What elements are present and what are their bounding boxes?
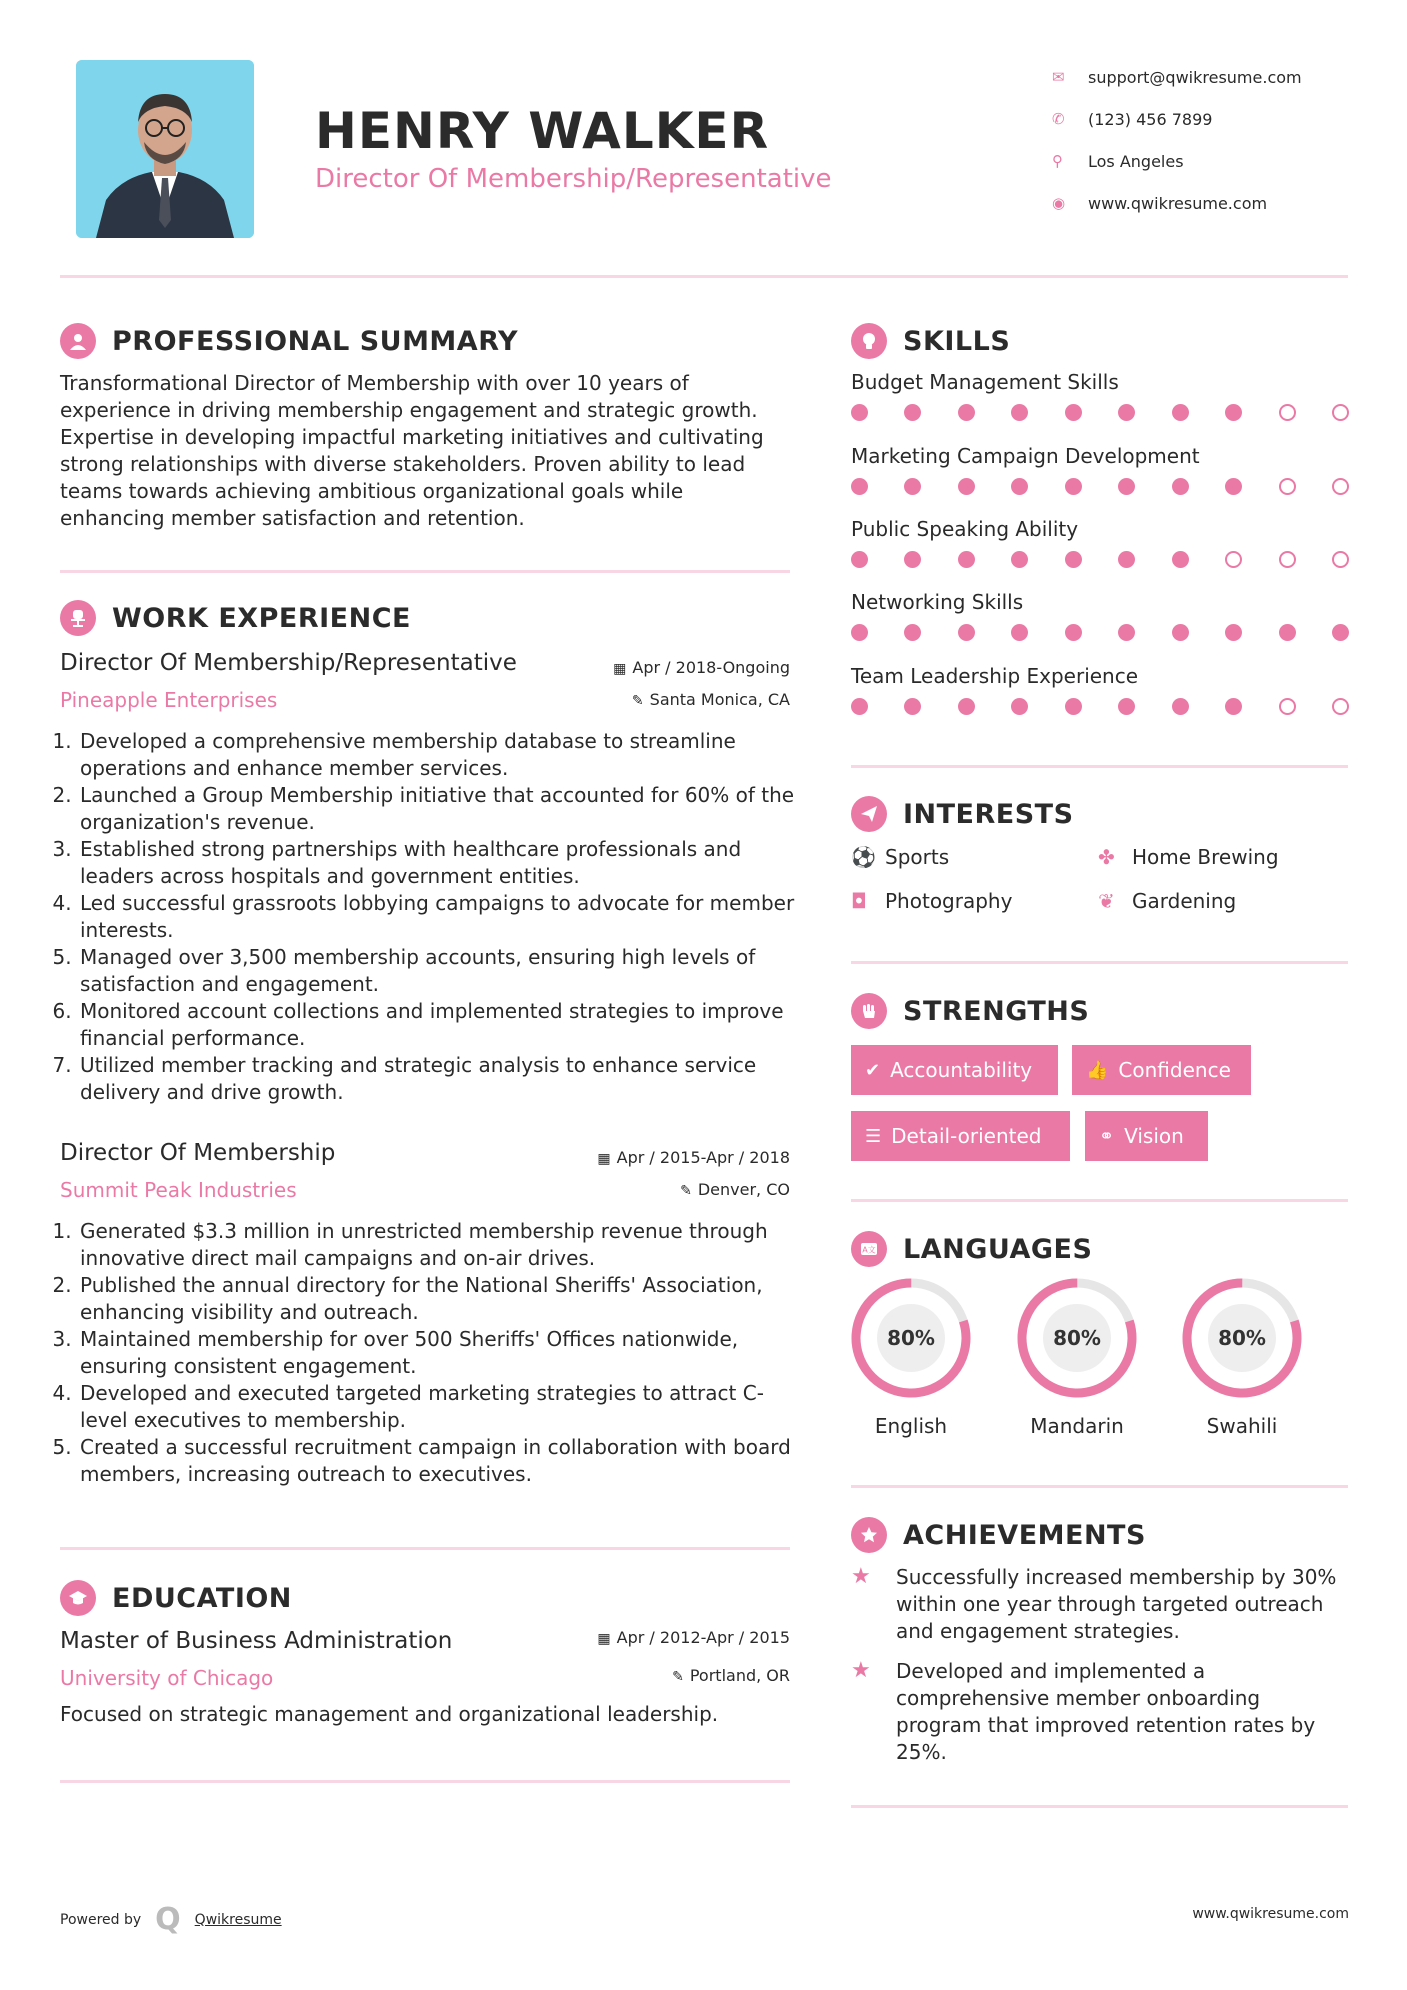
candidate-title: Director Of Membership/Representative — [315, 164, 832, 194]
profile-photo — [76, 60, 254, 238]
skill-label: Marketing Campaign Development — [851, 444, 1200, 468]
binoculars-icon: ⚭ — [1099, 1125, 1115, 1147]
check-circle-icon: ✔ — [865, 1059, 881, 1081]
education-school: University of Chicago — [60, 1666, 274, 1690]
rating-dot-filled — [1225, 698, 1242, 715]
language-name: Mandarin — [1030, 1414, 1124, 1438]
language-progress-ring — [1180, 1276, 1304, 1400]
calendar-icon: ▦ — [613, 661, 627, 677]
job-2-dates-text: Apr / 2015-Apr / 2018 — [616, 1148, 790, 1167]
rating-dot-filled — [904, 698, 921, 715]
job-2-company: Summit Peak Industries — [60, 1178, 297, 1202]
globe-icon: ◉ — [1052, 194, 1066, 212]
language-swahili — [1180, 1276, 1304, 1438]
rating-dot-filled — [1011, 551, 1028, 568]
list-item: 4. Developed and executed targeted marketing strategies to attract C-level executives to membership. — [78, 1380, 798, 1434]
interest-label: Gardening — [1132, 889, 1237, 913]
achievement-text: Successfully increased membership by 30% within one year through targeted outreach and engagement strategies. — [896, 1565, 1337, 1643]
language-progress-ring — [1015, 1276, 1139, 1400]
job-1-title: Director Of Membership/Representative — [60, 650, 517, 676]
rating-dot-filled — [904, 624, 921, 641]
list-icon: ☰ — [865, 1125, 882, 1147]
strength-confidence — [1072, 1045, 1251, 1095]
achievement-item — [851, 1564, 1351, 1645]
rating-dot-empty — [1332, 404, 1349, 421]
rating-dot-filled — [851, 478, 868, 495]
camera-icon: ◘ — [851, 889, 867, 913]
rating-dot-filled — [851, 698, 868, 715]
contact-location — [1052, 140, 1372, 182]
language-name: Swahili — [1206, 1414, 1278, 1438]
skill-rating — [851, 404, 1349, 421]
skill-team-leadership — [851, 664, 1351, 715]
rating-dot-filled — [851, 551, 868, 568]
rating-dot-filled — [1011, 478, 1028, 495]
education-dates-text: Apr / 2012-Apr / 2015 — [616, 1628, 790, 1647]
strengths-heading — [851, 993, 1089, 1029]
skill-rating — [851, 624, 1349, 641]
education-dates — [597, 1628, 790, 1647]
education-location-text: Portland, OR — [689, 1666, 790, 1685]
summary-divider — [60, 570, 790, 573]
pushpin-icon: ✎ — [680, 1183, 692, 1199]
rating-dot-filled — [1065, 698, 1082, 715]
footer-brand-link[interactable]: Qwikresume — [194, 1911, 282, 1928]
language-percent-label: 80% — [887, 1326, 935, 1350]
job-1-company: Pineapple Enterprises — [60, 688, 278, 712]
rating-dot-filled — [958, 624, 975, 641]
strength-label: Confidence — [1118, 1058, 1231, 1082]
calendar-icon: ▦ — [597, 1631, 611, 1647]
achievement-text: Developed and implemented a comprehensive member onboarding program that improved retention rates by 25%. — [896, 1659, 1316, 1764]
education-heading — [60, 1580, 292, 1616]
language-icon — [851, 1231, 887, 1267]
rating-dot-empty — [1279, 698, 1296, 715]
candidate-name: HENRY WALKER — [315, 102, 770, 160]
rating-dot-empty — [1279, 551, 1296, 568]
language-progress-ring — [849, 1276, 973, 1400]
achievements-heading — [851, 1517, 1146, 1553]
list-item: 1. Developed a comprehensive membership database to streamline operations and enhance member services. — [78, 728, 798, 782]
education-location — [672, 1666, 790, 1685]
lightbulb-icon — [851, 323, 887, 359]
envelope-icon: ✉ — [1052, 68, 1065, 86]
achievements-title: ACHIEVEMENTS — [903, 1519, 1146, 1551]
svg-text:A文: A文 — [862, 1245, 876, 1255]
rating-dot-filled — [1118, 624, 1135, 641]
contact-list — [1052, 56, 1372, 224]
skill-label: Team Leadership Experience — [851, 664, 1139, 688]
job-2-location-text: Denver, CO — [697, 1180, 790, 1199]
list-item: 3. Established strong partnerships with healthcare professionals and leaders across hospitals and government entities. — [78, 836, 798, 890]
list-item: 3. Maintained membership for over 500 Sheriffs' Offices nationwide, ensuring consistent engagement. — [78, 1326, 798, 1380]
skills-heading — [851, 323, 1010, 359]
education-divider — [60, 1780, 790, 1783]
skill-budget-management — [851, 370, 1351, 421]
contact-phone-text: (123) 456 7899 — [1088, 109, 1213, 129]
rating-dot-filled — [958, 404, 975, 421]
fist-icon — [851, 993, 887, 1029]
interest-label: Home Brewing — [1132, 845, 1279, 869]
rating-dot-filled — [1011, 698, 1028, 715]
soccer-ball-icon: ⚽ — [851, 845, 876, 869]
list-item: 5. Managed over 3,500 membership accounts, ensuring high levels of satisfaction and engagement. — [78, 944, 798, 998]
list-item: 2. Launched a Group Membership initiative that accounted for 60% of the organization's revenue. — [78, 782, 798, 836]
rating-dot-empty — [1332, 478, 1349, 495]
languages-divider — [851, 1485, 1348, 1488]
interest-photography — [851, 889, 1012, 913]
interest-gardening — [1098, 889, 1236, 913]
job-1-dates — [613, 658, 790, 677]
skill-marketing-campaign — [851, 444, 1351, 495]
rating-dot-filled — [958, 478, 975, 495]
rating-dot-filled — [1279, 624, 1296, 641]
strength-label: Vision — [1124, 1124, 1184, 1148]
strength-accountability — [851, 1045, 1058, 1095]
rating-dot-filled — [1011, 624, 1028, 641]
rating-dot-filled — [1225, 624, 1242, 641]
job-1-location-text: Santa Monica, CA — [649, 690, 790, 709]
language-mandarin — [1015, 1276, 1139, 1438]
languages-title: LANGUAGES — [903, 1233, 1093, 1265]
interests-heading — [851, 796, 1074, 832]
language-name: English — [874, 1414, 948, 1438]
education-title: EDUCATION — [112, 1582, 292, 1614]
rating-dot-filled — [1225, 478, 1242, 495]
job-1-dates-text: Apr / 2018-Ongoing — [632, 658, 790, 677]
rating-dot-filled — [1118, 698, 1135, 715]
job-1-bullets — [58, 728, 798, 1106]
language-english — [849, 1276, 973, 1438]
strength-detail-oriented — [851, 1111, 1070, 1161]
interests-title: INTERESTS — [903, 798, 1074, 830]
rating-dot-filled — [958, 698, 975, 715]
rating-dot-filled — [904, 551, 921, 568]
summary-title: PROFESSIONAL SUMMARY — [112, 325, 519, 357]
qwikresume-logo-icon: Q — [155, 1902, 181, 1937]
rating-dot-filled — [1118, 478, 1135, 495]
contact-email-text: support@qwikresume.com — [1088, 67, 1302, 87]
list-item: 2. Published the annual directory for the National Sheriffs' Association, enhancing visibility and outreach. — [78, 1272, 798, 1326]
star-badge-icon — [851, 1517, 887, 1553]
rating-dot-filled — [958, 551, 975, 568]
rating-dot-filled — [1332, 624, 1349, 641]
interest-label: Photography — [885, 889, 1013, 913]
footer-powered-by — [60, 1902, 282, 1937]
star-icon: ★ — [851, 1658, 871, 1683]
interests-divider — [851, 961, 1348, 964]
achievement-item — [851, 1658, 1351, 1766]
rating-dot-filled — [1172, 478, 1189, 495]
strength-label: Detail-oriented — [891, 1124, 1042, 1148]
phone-icon: ✆ — [1052, 110, 1065, 128]
contact-location-text: Los Angeles — [1088, 151, 1184, 171]
summary-heading — [60, 323, 518, 359]
education-degree: Master of Business Administration — [60, 1628, 453, 1654]
list-item: 1. Generated $3.3 million in unrestricted membership revenue through innovative direct mail campaigns and on-air drives. — [78, 1218, 798, 1272]
list-item: 6. Monitored account collections and implemented strategies to improve financial performance. — [78, 998, 798, 1052]
contact-phone[interactable] — [1052, 98, 1372, 140]
rating-dot-filled — [1172, 624, 1189, 641]
experience-divider — [60, 1547, 790, 1550]
skill-label: Networking Skills — [851, 590, 1024, 614]
star-icon: ★ — [851, 1564, 871, 1589]
skill-rating — [851, 698, 1349, 715]
rating-dot-filled — [1065, 551, 1082, 568]
chair-icon — [60, 600, 96, 636]
strengths-title: STRENGTHS — [903, 995, 1090, 1027]
language-percent-label: 80% — [1218, 1326, 1266, 1350]
rating-dot-filled — [1065, 624, 1082, 641]
contact-website-text: www.qwikresume.com — [1088, 193, 1268, 213]
calendar-icon: ▦ — [597, 1151, 611, 1167]
skill-rating — [851, 478, 1349, 495]
job-2-dates — [597, 1148, 790, 1167]
rating-dot-empty — [1225, 551, 1242, 568]
rating-dot-filled — [1118, 551, 1135, 568]
pushpin-icon: ✎ — [672, 1669, 684, 1685]
skill-networking — [851, 590, 1351, 641]
rating-dot-filled — [1065, 478, 1082, 495]
leaf-icon: ❦ — [1098, 889, 1115, 913]
interest-sports — [851, 845, 949, 869]
list-item: 5. Created a successful recruitment campaign in collaboration with board members, increasing outreach to executives. — [78, 1434, 798, 1488]
footer-url-link[interactable]: www.qwikresume.com — [1192, 1906, 1349, 1922]
rating-dot-filled — [1172, 698, 1189, 715]
puzzle-icon: ✤ — [1098, 845, 1115, 869]
rating-dot-empty — [1332, 698, 1349, 715]
job-1-location — [632, 690, 790, 709]
user-icon — [60, 323, 96, 359]
contact-website[interactable] — [1052, 182, 1372, 224]
rating-dot-filled — [1172, 551, 1189, 568]
achievements-divider — [851, 1805, 1348, 1808]
rating-dot-filled — [1225, 404, 1242, 421]
rating-dot-filled — [904, 478, 921, 495]
job-2-title: Director Of Membership — [60, 1140, 336, 1166]
rating-dot-empty — [1279, 478, 1296, 495]
rating-dot-filled — [851, 624, 868, 641]
job-2-location — [680, 1180, 790, 1199]
skill-label: Budget Management Skills — [851, 370, 1119, 394]
rating-dot-filled — [851, 404, 868, 421]
pushpin-icon: ✎ — [631, 693, 644, 709]
rating-dot-filled — [1011, 404, 1028, 421]
paper-plane-icon — [851, 796, 887, 832]
skills-divider — [851, 765, 1348, 768]
skill-label: Public Speaking Ability — [851, 517, 1079, 541]
map-pin-icon: ⚲ — [1052, 152, 1063, 170]
list-item: 7. Utilized member tracking and strategic analysis to enhance service delivery and drive growth. — [78, 1052, 798, 1106]
list-item: 4. Led successful grassroots lobbying campaigns to advocate for member interests. — [78, 890, 798, 944]
thumbs-up-icon: 👍 — [1086, 1059, 1109, 1081]
skills-title: SKILLS — [903, 325, 1011, 357]
rating-dot-filled — [1065, 404, 1082, 421]
experience-title: WORK EXPERIENCE — [112, 602, 411, 634]
job-2-bullets — [58, 1218, 798, 1488]
powered-by-text: Powered by — [60, 1911, 142, 1928]
rating-dot-empty — [1279, 404, 1296, 421]
education-description: Focused on strategic management and organizational leadership. — [60, 1702, 719, 1726]
skill-public-speaking — [851, 517, 1351, 568]
rating-dot-filled — [1118, 404, 1135, 421]
strength-label: Accountability — [890, 1058, 1033, 1082]
header-divider — [60, 275, 1348, 278]
rating-dot-filled — [904, 404, 921, 421]
interest-home-brewing — [1098, 845, 1279, 869]
rating-dot-empty — [1332, 551, 1349, 568]
summary-text: Transformational Director of Membership with over 10 years of experience in driving membership engagement and strategic growth. Expertise in developing impactful marketing initiatives and cultivating strong relationships with diverse stakeholders. Proven ability to lead teams towards achieving ambitious organizational goals while enhancing member satisfaction and retention. — [60, 371, 764, 530]
languages-heading — [851, 1231, 1092, 1267]
strengths-divider — [851, 1199, 1348, 1202]
language-percent-label: 80% — [1053, 1326, 1101, 1350]
skill-rating — [851, 551, 1349, 568]
rating-dot-filled — [1172, 404, 1189, 421]
contact-email[interactable] — [1052, 56, 1372, 98]
strength-vision — [1085, 1111, 1208, 1161]
experience-heading — [60, 600, 411, 636]
graduation-cap-icon — [60, 1580, 96, 1616]
interest-label: Sports — [885, 845, 950, 869]
